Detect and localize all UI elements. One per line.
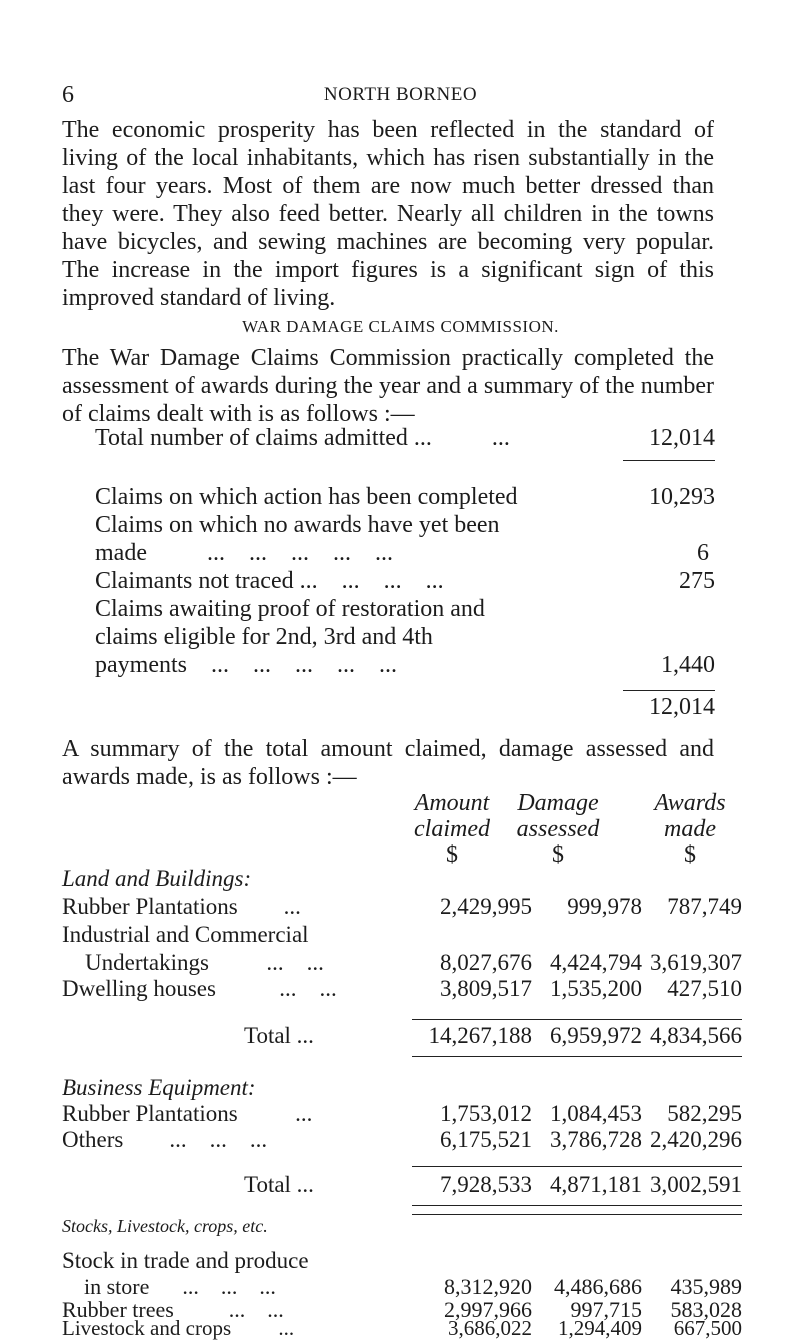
amount-claimed: 8,312,920 (444, 1274, 532, 1299)
claims-row (95, 652, 715, 680)
claims-row (95, 568, 715, 596)
table-row (62, 1248, 742, 1276)
amount-claimed: 3,686,022 (448, 1316, 532, 1340)
damage-assessed: 1,535,200 (550, 976, 642, 1001)
paragraph-commission: The War Damage Claims Commission practically completed the assessment of awards during the year and a summary of the number of claims dealt with is as follows :— (62, 345, 714, 427)
awards-made: 582,295 (667, 1101, 742, 1126)
total-awards-made: 3,002,591 (650, 1172, 742, 1197)
total-damage-assessed: 6,959,972 (550, 1023, 642, 1048)
col-header-awards (620, 790, 760, 868)
table-row (62, 922, 742, 950)
damage-assessed: 997,715 (570, 1297, 642, 1322)
amount-claimed: 2,997,966 (444, 1297, 532, 1322)
damage-assessed: 4,486,686 (554, 1274, 642, 1299)
total-label: Total ... (244, 1172, 314, 1197)
col-header-line: Damage (517, 790, 599, 816)
awards-made: 787,749 (667, 894, 742, 919)
awards-made: 583,028 (670, 1297, 742, 1322)
table-row (62, 1316, 742, 1339)
table-row (62, 1127, 742, 1155)
total-awards-made: 4,834,566 (650, 1023, 742, 1048)
section-title-business: Business Equipment: (62, 1075, 256, 1100)
col-header-line: Awards (654, 790, 726, 816)
claims-row-label: Claims on which no awards have yet been (95, 512, 500, 538)
row-label: Rubber trees ... ... (62, 1297, 284, 1322)
claims-row-value: 10,293 (649, 484, 715, 510)
claims-grand-total-row (95, 694, 715, 722)
table-rule (412, 1019, 742, 1020)
claims-row-label: Claimants not traced ... ... ... ... (95, 568, 444, 594)
row-label: Rubber Plantations ... (62, 894, 307, 919)
section-title-land: Land and Buildings: (62, 866, 252, 891)
section-heading: WAR DAMAGE CLAIMS COMMISSION. (242, 317, 559, 336)
awards-made: 435,989 (670, 1274, 742, 1299)
running-title: NORTH BORNEO (323, 84, 478, 105)
row-label: Undertakings ... ... (62, 950, 324, 975)
claims-row (95, 624, 715, 652)
col-header-unit: $ (684, 842, 696, 868)
table-row (62, 1101, 742, 1129)
col-header-line: assessed (516, 816, 600, 842)
damage-assessed: 999,978 (567, 894, 642, 919)
claims-total-admitted-row (95, 425, 715, 453)
col-header-unit: $ (446, 842, 458, 868)
damage-assessed: 3,786,728 (550, 1127, 642, 1152)
claims-row (95, 540, 715, 568)
table-rule (412, 1056, 742, 1057)
awards-made: 427,510 (667, 976, 742, 1001)
row-label: Rubber Plantations ... (62, 1101, 313, 1126)
col-header-line: Amount (414, 790, 490, 816)
claims-rule-top (623, 460, 715, 461)
claims-rule-bottom (623, 690, 715, 691)
claims-total-admitted-value: 12,014 (649, 425, 715, 451)
table-total-row (62, 1023, 742, 1051)
awards-made: 2,420,296 (650, 1127, 742, 1152)
table-rule (412, 1205, 742, 1206)
row-label: Livestock and crops ... (62, 1316, 295, 1340)
claims-row-label: made ... ... ... ... ... (95, 540, 393, 566)
amount-claimed: 6,175,521 (440, 1127, 532, 1152)
total-damage-assessed: 4,871,181 (550, 1172, 642, 1197)
table-row (62, 976, 742, 1004)
claims-row-value: 6 (697, 540, 709, 566)
claims-row-label: Claims on which action has been completed (95, 484, 518, 510)
row-label: in store ... ... ... (62, 1274, 276, 1299)
total-amount-claimed: 7,928,533 (440, 1172, 532, 1197)
table-rule (412, 1214, 742, 1215)
col-header-unit: $ (552, 842, 564, 868)
claims-row (95, 596, 715, 624)
awards-made: 667,500 (673, 1316, 742, 1340)
paragraph-summary: A summary of the total amount claimed, damage assessed and awards made, is as follows :— (62, 736, 714, 790)
row-label: Stock in trade and produce (62, 1248, 309, 1273)
total-amount-claimed: 14,267,188 (428, 1023, 532, 1048)
paragraph-prosperity: The economic prosperity has been reflected in the standard of living of the local inhabitants, which has risen substantially in the last four years. Most of them are now much better dressed than they were. They also feed better. Nearly all children in the towns have bicycles, and sewing machines are becoming very popular. The increase in the import figures is a significant sign of this improved standard of living. (62, 117, 714, 311)
col-header-line: made (664, 816, 716, 842)
row-label: Others ... ... ... (62, 1127, 268, 1152)
amount-claimed: 1,753,012 (440, 1101, 532, 1126)
claims-row-label: Claims awaiting proof of restoration and (95, 596, 485, 622)
table-rule (412, 1166, 742, 1167)
claims-row-value: 275 (679, 568, 715, 594)
claims-row-label: claims eligible for 2nd, 3rd and 4th (95, 624, 433, 650)
table-row (62, 950, 742, 978)
amount-claimed: 2,429,995 (440, 894, 532, 919)
amount-claimed: 3,809,517 (440, 976, 532, 1001)
col-header-damage (488, 790, 628, 868)
claims-total-admitted-label: Total number of claims admitted ... ... (95, 425, 510, 451)
total-label: Total ... (244, 1023, 314, 1048)
amount-claimed: 8,027,676 (440, 950, 532, 975)
row-label: Industrial and Commercial (62, 922, 309, 947)
claims-grand-total: 12,014 (649, 694, 715, 720)
awards-made: 3,619,307 (650, 950, 742, 975)
claims-row (95, 512, 715, 540)
page-number: 6 (62, 82, 74, 108)
damage-assessed: 4,424,794 (550, 950, 642, 975)
row-label: Dwelling houses ... ... (62, 976, 337, 1001)
section-title-stocks: Stocks, Livestock, crops, etc. (62, 1216, 268, 1236)
damage-assessed: 1,294,409 (558, 1316, 642, 1340)
damage-assessed: 1,084,453 (550, 1101, 642, 1126)
claims-row-label: payments ... ... ... ... ... (95, 652, 397, 678)
table-total-row (62, 1172, 742, 1200)
col-header-line: claimed (414, 816, 490, 842)
claims-row-value: 1,440 (661, 652, 715, 678)
claims-row (95, 484, 715, 512)
table-row (62, 894, 742, 922)
